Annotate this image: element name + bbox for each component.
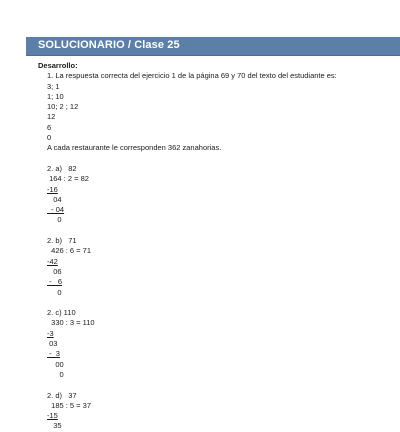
answer-line: 12 [47,112,56,122]
division-step: 0 [47,215,62,225]
answer-line: 0 [47,133,52,143]
section-heading: Desarrollo: [38,61,78,70]
intro-conclusion: A cada restaurante le corresponden 362 zanahorias. [47,143,222,153]
answer-line: 1; 10 [47,91,64,101]
header-banner [26,37,400,56]
division-step: -15 [47,411,58,421]
division-step: - 04 [47,205,65,215]
intro-block [38,71,337,153]
exercise-label: 2. a) 82 [47,163,77,173]
document-body [38,61,337,432]
answer-line: 6 [47,122,52,132]
division-step: 164 : 2 = 82 [47,174,89,184]
answer-line: 3; 1 [47,81,60,91]
division-step: 426 : 6 = 71 [47,246,91,256]
answer-line: 10; 2 ; 12 [47,102,79,112]
division-step: 06 [47,266,62,276]
division-step: 00 [47,359,64,369]
exercise-2d [38,391,337,432]
exercise-label: 2. d) 37 [47,390,77,400]
intro-statement: 1. La respuesta correcta del ejercicio 1 de la página 69 y 70 del texto del estudiante es: [47,71,337,81]
exercise-label: 2. b) 71 [47,236,77,246]
exercise-2b [38,236,337,298]
exercise-2a [38,164,337,226]
division-step: 03 [47,339,58,349]
division-step: 04 [47,194,62,204]
division-step: 185 : 5 = 37 [47,400,91,410]
division-step: - 6 [47,277,63,287]
page-title: SOLUCIONARIO / Clase 25 [38,39,180,51]
exercise-2c [38,308,337,380]
division-step: -42 [47,256,58,266]
exercise-label: 2. c) 110 [47,308,76,318]
division-step: 0 [47,287,62,297]
division-step: 0 [47,369,64,379]
division-step: -3 [47,328,54,338]
division-step: - 3 [47,349,60,359]
division-step: 330 : 3 = 110 [47,318,95,328]
division-step: -16 [47,184,58,194]
division-step: 35 [47,421,62,431]
